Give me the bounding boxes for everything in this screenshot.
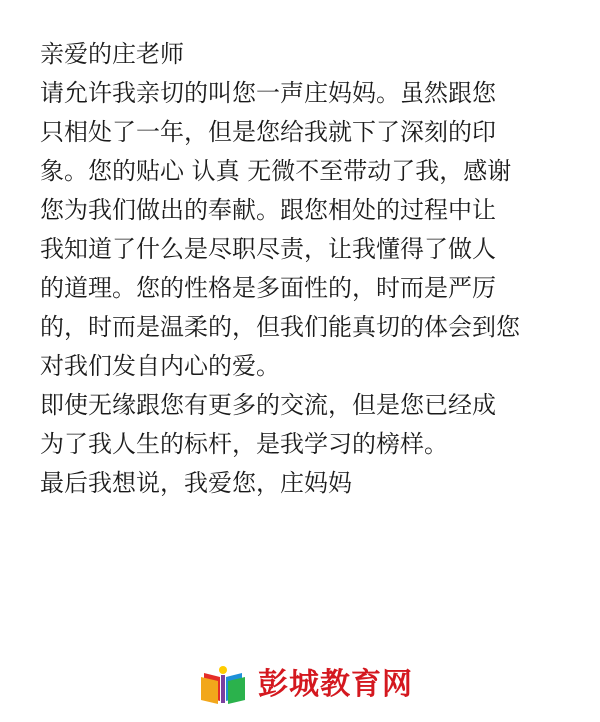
- site-name: 彭城教育网: [258, 667, 413, 702]
- open-book-logo-icon: [198, 665, 248, 705]
- letter-line: 请允许我亲切的叫您一声庄妈妈。虽然跟您: [40, 79, 496, 107]
- letter-line: 只相处了一年，但是您给我就下了深刻的印: [40, 118, 496, 146]
- letter-line: 即使无缘跟您有更多的交流，但是您已经成: [40, 391, 496, 419]
- letter-salutation: 亲爱的庄老师: [40, 40, 184, 68]
- letter-line: 的道理。您的性格是多面性的，时而是严厉: [40, 274, 496, 302]
- letter-line: 我知道了什么是尽职尽责，让我懂得了做人: [40, 235, 496, 263]
- letter-line: 对我们发自内心的爱。: [40, 352, 280, 380]
- letter-line: 为了我人生的标杆，是我学习的榜样。: [40, 430, 448, 458]
- letter-line: 的，时而是温柔的，但我们能真切的体会到您: [40, 313, 520, 341]
- letter-line: 您为我们做出的奉献。跟您相处的过程中让: [40, 196, 496, 224]
- site-watermark: [198, 663, 413, 707]
- letter-line: 象。您的贴心 认真 无微不至带动了我，感谢: [40, 157, 512, 185]
- letter-line: 最后我想说，我爱您，庄妈妈: [40, 469, 352, 497]
